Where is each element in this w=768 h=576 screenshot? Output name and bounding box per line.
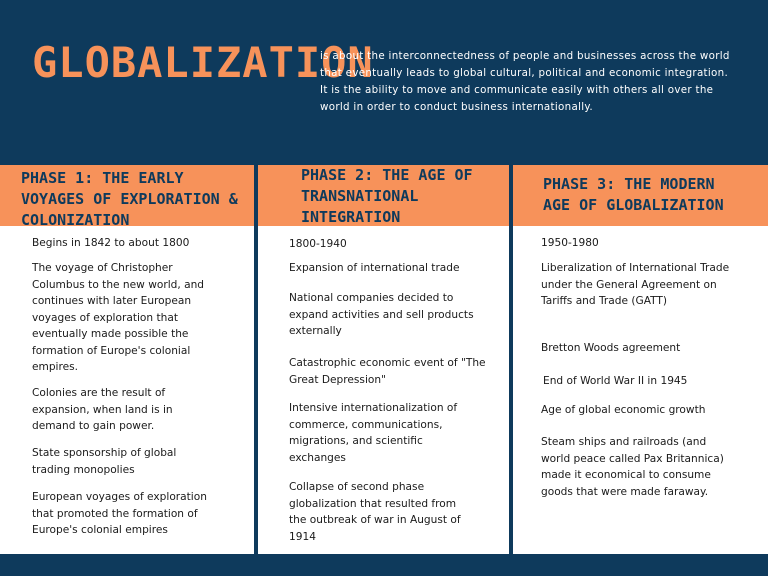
phase-3-column: [513, 165, 768, 554]
phase-2-item: Intensive internationalization of commerce, communications, migrations, and scientific exchanges: [289, 402, 458, 464]
phase-1-column: [0, 165, 254, 554]
phase-2-item: Expansion of international trade: [289, 262, 460, 274]
phase-3-date: 1950-1980: [541, 237, 599, 249]
phase-1-item: European voyages of exploration that promoted the formation of Europe's colonial empires: [32, 491, 207, 536]
phase-3-header: [513, 165, 768, 226]
header-banner: [0, 0, 768, 165]
phase-3-title: PHASE 3: THE MODERN AGE OF GLOBALIZATION: [543, 175, 724, 214]
phase-2-header: [258, 165, 509, 226]
phase-2-item: Catastrophic economic event of "The Great Depression": [289, 357, 486, 386]
phase-3-item: Steam ships and railroads (and world peace called Pax Britannica) made it economical to consume goods that were made faraway.: [541, 436, 724, 498]
phase-3-item: Age of global economic growth: [541, 404, 706, 416]
phase-2-item: Collapse of second phase globalization that resulted from the outbreak of war in August of 1914: [289, 481, 461, 543]
phase-2-column: [258, 165, 509, 554]
phase-1-date: Begins in 1842 to about 1800: [32, 237, 190, 249]
phase-2-title: PHASE 2: THE AGE OF TRANSNATIONAL INTEGRATION: [301, 166, 473, 226]
phase-1-item: Colonies are the result of expansion, when land is in demand to gain power.: [32, 387, 173, 432]
phase-1-header: [0, 165, 254, 229]
page-title: GLOBALIZATION: [32, 38, 374, 87]
footer-band: [0, 554, 768, 576]
phase-3-item: Bretton Woods agreement: [541, 342, 681, 354]
phase-1-item: State sponsorship of global trading monopolies: [32, 447, 177, 476]
phase-2-item: National companies decided to expand activities and sell products externally: [289, 292, 474, 337]
phase-1-item: The voyage of Christopher Columbus to the new world, and continues with later European voyages of exploration that eventually made possible the formation of Europe's colonial empires.: [32, 262, 205, 373]
phase-2-date: 1800-1940: [289, 238, 347, 250]
phase-3-item: Liberalization of International Trade under the General Agreement on Tariffs and Trade (GATT): [541, 262, 730, 307]
phase-3-item: End of World War II in 1945: [543, 375, 688, 387]
intro-text: is about the interconnectedness of people and businesses across the world that eventually leads to global cultural, political and economic integration. It is the ability to move and communicate easily with others all over the world in order to conduct business internationally.: [320, 50, 730, 113]
phase-1-title: PHASE 1: THE EARLY VOYAGES OF EXPLORATION & COLONIZATION: [21, 169, 238, 229]
